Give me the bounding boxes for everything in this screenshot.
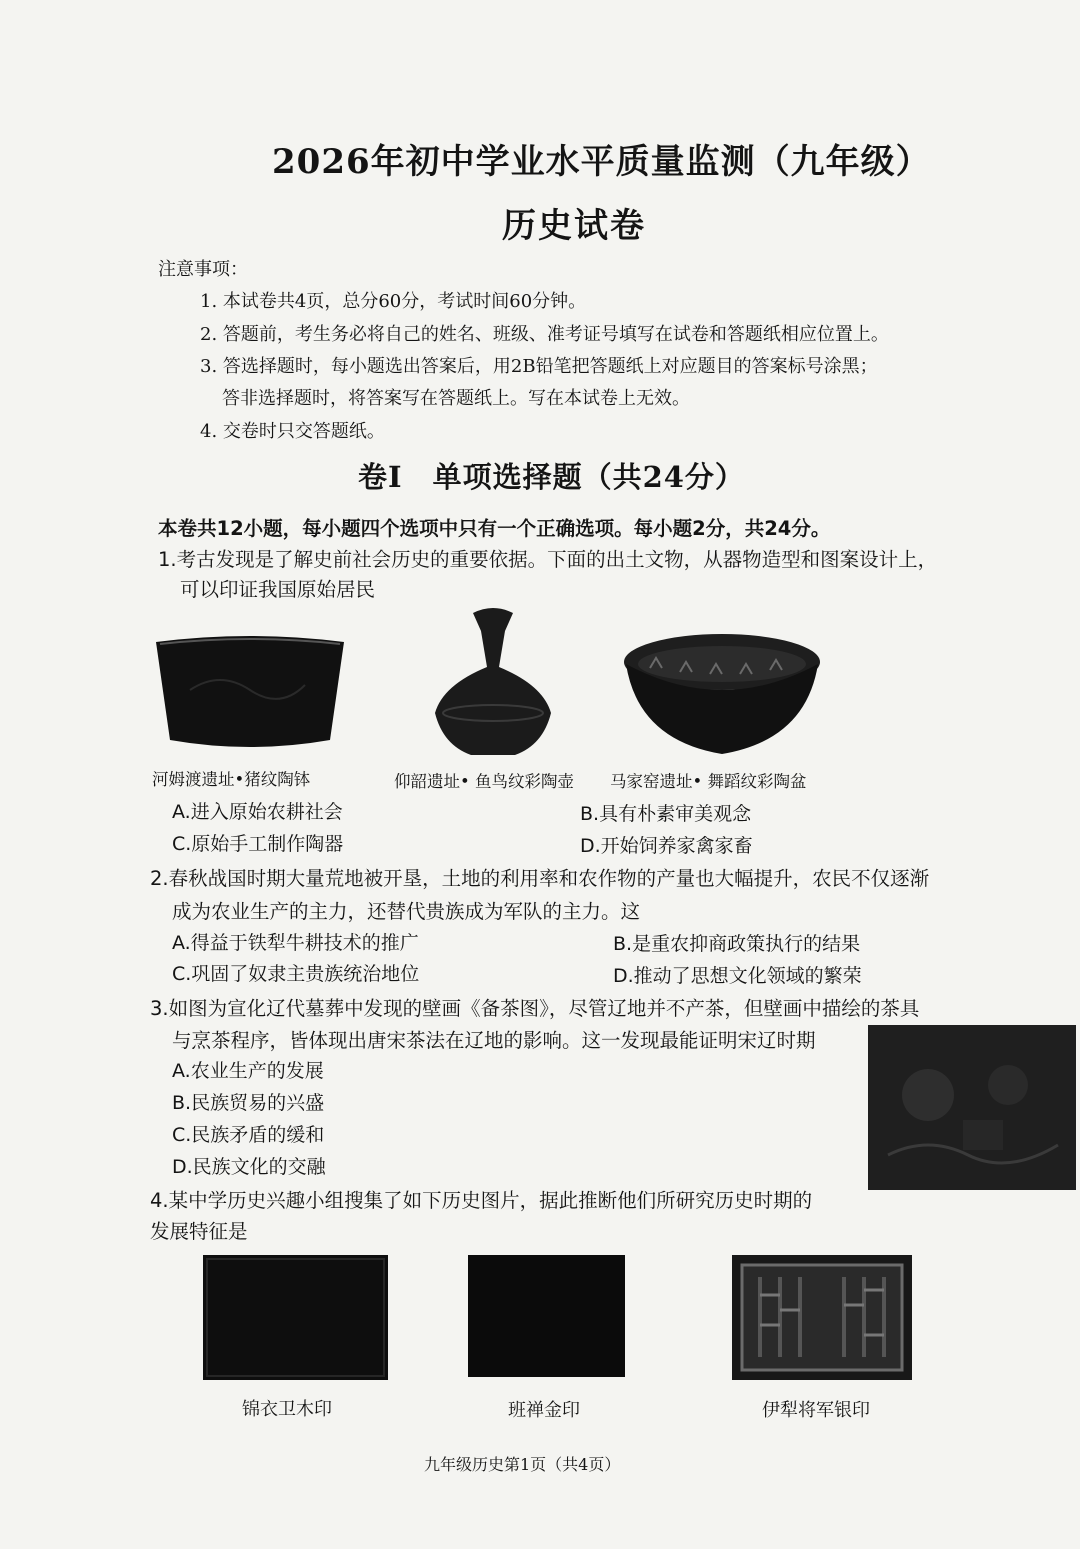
page-footer: 九年级历史第1页（共4页） — [424, 1455, 621, 1474]
question-3-line-2: 与烹茶程序，皆体现出唐宋茶法在辽地的影响。这一发现最能证明宋辽时期 — [172, 1029, 816, 1052]
question-1-option-c: C.原始手工制作陶器 — [172, 833, 344, 855]
exam-subtitle: 历史试卷 — [502, 206, 646, 246]
notice-item: 3. 答选择题时，每小题选出答案后，用2B铅笔把答题纸上对应题目的答案标号涂黑； — [200, 356, 878, 377]
pig-pattern-bowl-image — [150, 630, 350, 755]
artifact-caption: 仰韶遗址• 鱼鸟纹彩陶壶 — [394, 772, 574, 791]
question-1-line-2: 可以印证我国原始居民 — [180, 578, 376, 601]
question-1-option-b: B.具有朴素审美观念 — [580, 803, 752, 825]
section-title: 卷Ⅰ 单项选择题（共24分） — [358, 460, 745, 494]
dancing-pattern-basin-image — [620, 630, 825, 760]
fish-bird-pot-image — [425, 605, 560, 760]
exam-title: 2026年初中学业水平质量监测（九年级） — [272, 142, 931, 182]
question-1-option-d: D.开始饲养家禽家畜 — [580, 835, 753, 857]
question-3-option-b: B.民族贸易的兴盛 — [172, 1092, 325, 1114]
section-instruction: 本卷共12小题，每小题四个选项中只有一个正确选项。每小题2分，共24分。 — [158, 517, 831, 540]
question-3-line-1: 3.如图为宣化辽代墓葬中发现的壁画《备茶图》，尽管辽地并不产茶，但壁画中描绘的茶具 — [150, 997, 920, 1020]
question-2-line-2: 成为农业生产的主力，还替代贵族成为军队的主力。这 — [172, 900, 641, 923]
notice-heading: 注意事项： — [158, 259, 248, 280]
question-2-option-b: B.是重农抑商政策执行的结果 — [613, 933, 861, 955]
imperial-guard-wooden-seal-image — [203, 1255, 388, 1380]
notice-item: 4. 交卷时只交答题纸。 — [200, 421, 385, 442]
question-3-option-d: D.民族文化的交融 — [172, 1156, 326, 1178]
artifact-caption: 马家窑遗址• 舞蹈纹彩陶盆 — [610, 772, 807, 791]
question-4-line-1: 4.某中学历史兴趣小组搜集了如下历史图片，据此推断他们所研究历史时期的 — [150, 1189, 813, 1212]
seal-caption: 锦衣卫木印 — [242, 1399, 332, 1420]
question-1-option-a: A.进入原始农耕社会 — [172, 801, 343, 823]
notice-item: 2. 答题前，考生务必将自己的姓名、班级、准考证号填写在试卷和答题纸相应位置上。 — [200, 324, 889, 345]
question-3-option-c: C.民族矛盾的缓和 — [172, 1124, 325, 1146]
question-3-option-a: A.农业生产的发展 — [172, 1060, 324, 1082]
question-1-line-1: 1.考古发现是了解史前社会历史的重要依据。下面的出土文物，从器物造型和图案设计上， — [158, 548, 938, 571]
ili-general-silver-seal-image — [732, 1255, 912, 1380]
seal-caption: 伊犁将军银印 — [762, 1400, 870, 1421]
question-4-line-2: 发展特征是 — [150, 1220, 248, 1243]
tea-preparation-mural-image — [868, 1025, 1076, 1190]
artifact-caption: 河姆渡遗址•猪纹陶钵 — [152, 770, 311, 789]
question-2-option-a: A.得益于铁犁牛耕技术的推广 — [172, 932, 419, 954]
seal-caption: 班禅金印 — [508, 1400, 580, 1421]
notice-item: 1. 本试卷共4页，总分60分，考试时间60分钟。 — [200, 291, 587, 312]
notice-item: 答非选择题时，将答案写在答题纸上。写在本试卷上无效。 — [222, 388, 690, 409]
question-2-option-c: C.巩固了奴隶主贵族统治地位 — [172, 963, 420, 985]
question-2-line-1: 2.春秋战国时期大量荒地被开垦，土地的利用率和农作物的产量也大幅提升，农民不仅逐渐 — [150, 867, 930, 890]
panchen-gold-seal-image — [468, 1255, 625, 1377]
question-2-option-d: D.推动了思想文化领域的繁荣 — [613, 965, 862, 987]
